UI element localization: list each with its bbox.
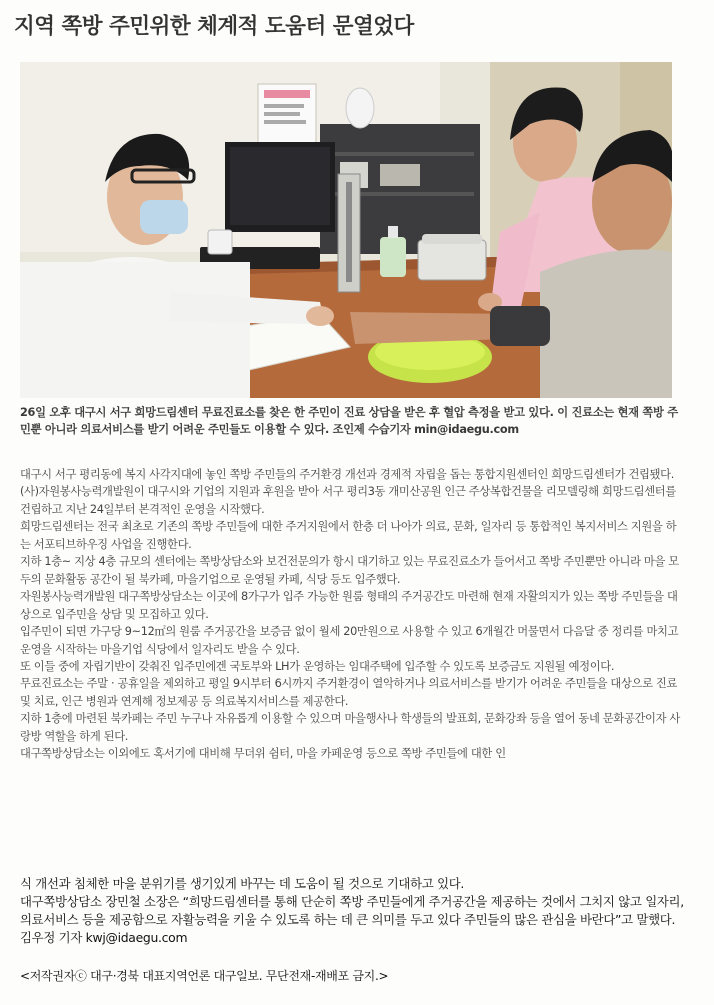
paragraph: 식 개선과 침체한 마을 분위기를 생기있게 바꾸는 데 도움이 될 것으로 기대하고 있다.	[20, 876, 465, 891]
paragraph: 대구시 서구 평리동에 복지 사각지대에 놓인 쪽방 주민들의 주거환경 개선과 경제적 자립을 돕는 통합지원센터인 희망드림센터가 건립됐다.	[20, 468, 674, 481]
paragraph: 대구쪽방상담소 장민철 소장은 “희망드림센터를 통해 단순히 쪽방 주민들에게 주거공간을 제공하는 것에서 그치지 않고 일자리, 의료서비스 등을 제공함으로 자활능력을 키울 수 있도록 하는 데 큰 의미를 두고 있다 주민들의 많은 관심을 바란다”고 말했다. 김우정 기자 kwj@idaegu.com	[20, 894, 684, 945]
paragraph: 또 이들 중에 자립기반이 갖춰진 입주민에겐 국토부와 LH가 운영하는 임대주택에 입주할 수 있도록 보증금도 지원될 예정이다.	[20, 659, 615, 673]
article-body-continued	[20, 875, 684, 947]
paragraph: (사)자원봉사능력개발원이 대구시와 기업의 지원과 후원을 받아 서구 평리3동 개미산공원 인근 주상복합건물을 리모델링해 희망드림센터를 건립하고 지난 24일부터 본격적인 운영을 시작했다.	[20, 485, 676, 516]
paragraph: 대구쪽방상담소는 이외에도 혹서기에 대비해 무더위 쉼터, 마을 카페운영 등으로 쪽방 주민들에 대한 인	[20, 747, 506, 761]
copyright-notice: <저작권자ⓒ 대구·경북 대표지역언론 대구일보. 무단전재-재배포 금지.>	[20, 969, 389, 983]
paragraph: 자원봉사능력개발원 대구쪽방상담소는 이곳에 8가구가 입주 가능한 원룸 형태의 주거공간도 마련해 현재 자활의지가 있는 쪽방 주민들을 대상으로 입주민을 상담 및 모집하고 있다.	[20, 590, 678, 621]
paragraph: 무료진료소는 주말 · 공휴일을 제외하고 평일 9시부터 6시까지 주거환경이 열악하거나 의료서비스를 받기가 어려운 주민들을 대상으로 진료 및 치료, 인근 병원과 연계해 정보제공 등 의료복지서비스를 제공한다.	[20, 677, 678, 708]
paragraph: 입주민이 되면 가구당 9~12㎡의 원룸 주거공간을 보증금 없이 월세 20만원으로 사용할 수 있고 6개월간 머물면서 다음달 중 정리를 마치고 운영을 시작하는 마을기업 식당에서 일자리도 받을 수 있다.	[20, 625, 679, 656]
article-body	[20, 466, 684, 763]
paragraph: 지하 1층에 마련된 북카페는 주민 누구나 자유롭게 이용할 수 있으며 마을행사나 학생들의 발표회, 문화강좌 등을 열어 동네 문화공간이자 사랑방 역할을 하게 된다.	[20, 712, 680, 743]
article-photo	[20, 62, 672, 398]
photo-caption: 26일 오후 대구시 서구 희망드림센터 무료진료소를 찾은 한 주민이 진료 상담을 받은 후 혈압 측정을 받고 있다. 이 진료소는 현재 쪽방 주민뿐 아니라 의료서비스를 받기 어려운 주민들도 이용할 수 있다. 조인제 수습기자 min@idaegu.com	[20, 406, 678, 436]
article-headline: 지역 쪽방 주민위한 체계적 도움터 문열었다	[14, 14, 414, 39]
paragraph: 지하 1층~ 지상 4층 규모의 센터에는 쪽방상담소와 보건전문의가 항시 대기하고 있는 무료진료소가 들어서고 쪽방 주민뿐만 아니라 마을 모두의 문화활동 공간이 될 북카페, 마을기업으로 운영될 카페, 식당 등도 입주했다.	[20, 555, 679, 586]
paragraph: 희망드림센터는 전국 최초로 기존의 쪽방 주민들에 대한 주거지원에서 한층 더 나아가 의료, 문화, 일자리 등 통합적인 복지서비스 지원을 하는 서포티브하우징 사업을 진행한다.	[20, 520, 677, 551]
